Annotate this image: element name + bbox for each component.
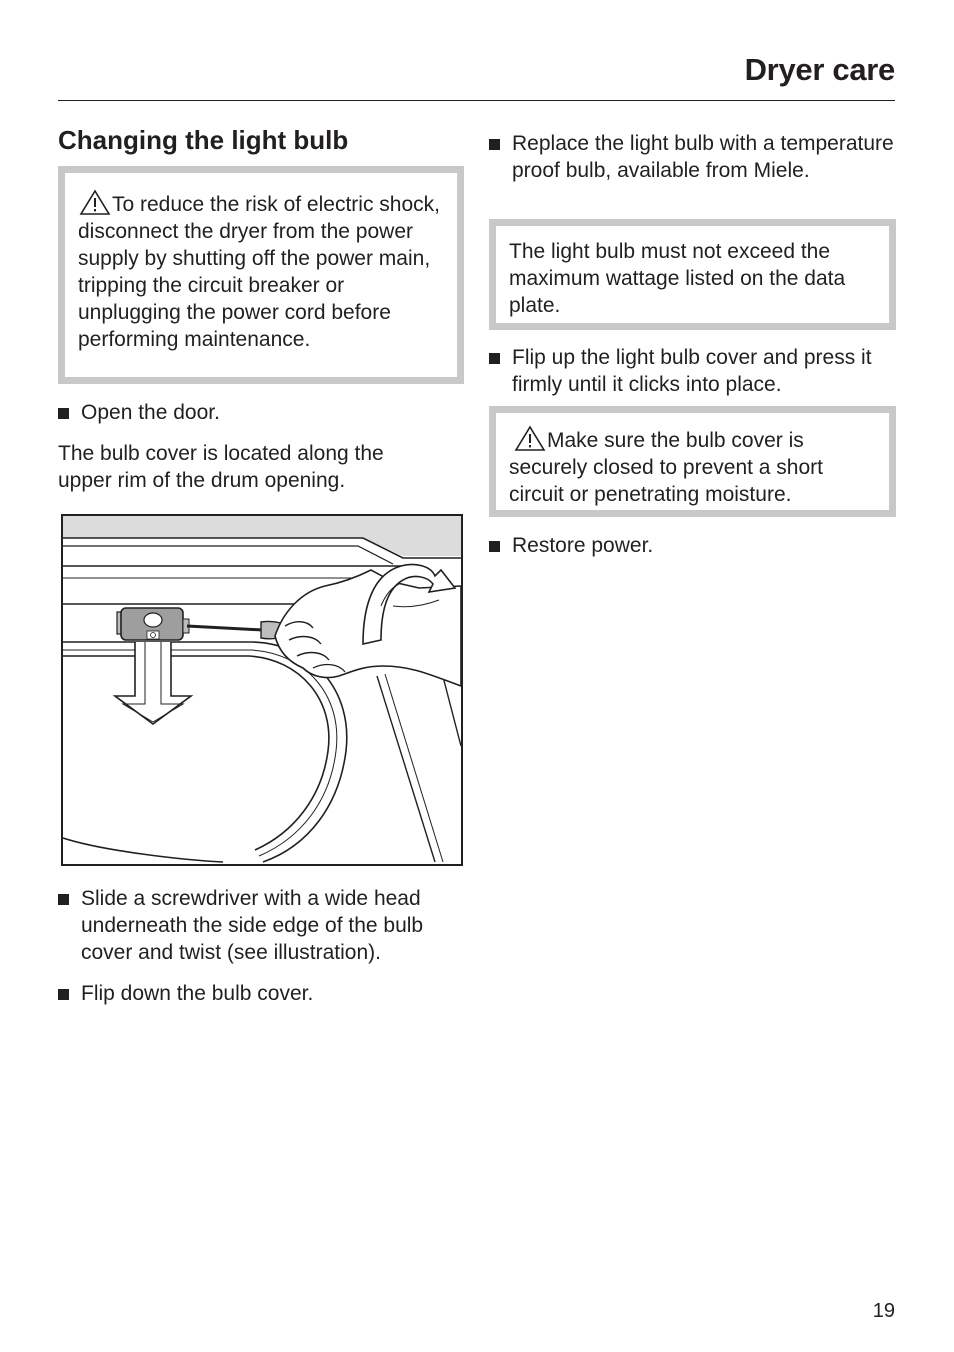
step-replace-bulb — [489, 130, 896, 184]
step-flip-up — [489, 344, 896, 398]
square-bullet-icon — [58, 894, 69, 905]
square-bullet-icon — [489, 541, 500, 552]
warning-text: Make sure the bulb cover is securely closed to prevent a short circuit or penetrating moisture. — [509, 429, 823, 506]
warning-triangle-icon — [509, 425, 547, 451]
step-text: Replace the light bulb with a temperature proof bulb, available from Miele. — [512, 132, 894, 182]
note-box-wattage — [489, 219, 896, 330]
square-bullet-icon — [58, 989, 69, 1000]
step-text: Restore power. — [512, 534, 654, 557]
screwdriver-illustration — [61, 514, 463, 866]
note-text: The light bulb must not exceed the maximum wattage listed on the data plate. — [509, 240, 846, 317]
page-number: 19 — [872, 1300, 895, 1322]
warning-box-cover-closed — [489, 406, 896, 517]
square-bullet-icon — [489, 353, 500, 364]
section-heading: Changing the light bulb — [58, 125, 349, 155]
step-text: Slide a screwdriver with a wide head underneath the side edge of the bulb cover and twist (see illustration). — [81, 887, 424, 964]
step-restore-power — [489, 532, 896, 559]
warning-box-electric-shock — [58, 166, 464, 384]
step-screwdriver — [58, 885, 464, 966]
page-title: Dryer care — [744, 52, 895, 87]
warning-triangle-icon — [78, 189, 112, 215]
step-text: Open the door. — [81, 401, 220, 424]
square-bullet-icon — [489, 139, 500, 150]
step-text: Flip down the bulb cover. — [81, 982, 314, 1005]
step-text: Flip up the light bulb cover and press it firmly until it clicks into place. — [512, 346, 872, 396]
bulb-location-paragraph: The bulb cover is located along the upper rim of the drum opening. — [58, 442, 384, 492]
illustration-svg — [63, 516, 461, 864]
header-divider — [58, 100, 895, 101]
step-open-door — [58, 399, 464, 426]
square-bullet-icon — [58, 408, 69, 419]
warning-text: To reduce the risk of electric shock, disconnect the dryer from the power supply by shutting off the power main, tripping the circuit breaker or unplugging the power cord before performing maintenance. — [78, 193, 440, 351]
step-flip-down — [58, 980, 464, 1007]
